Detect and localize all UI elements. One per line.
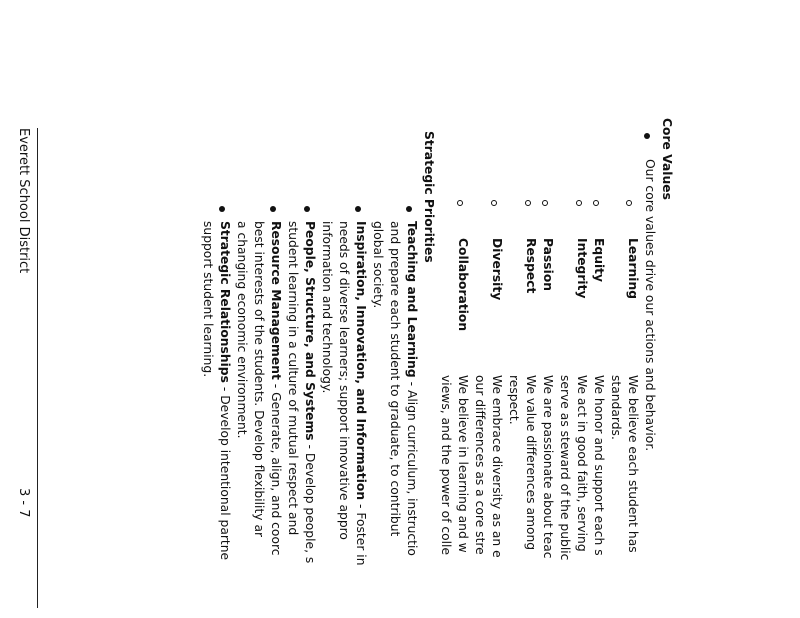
core-value-label: Learning — [626, 238, 640, 300]
core-values-heading: Core Values — [660, 118, 674, 200]
priority-first-line — [301, 221, 318, 563]
core-value-text: our differences as a core stre — [473, 375, 487, 555]
core-value-text: views, and the power of colle — [439, 375, 453, 556]
core-value-text: We embrace diversity as an e — [490, 375, 504, 558]
priority-first-line — [403, 221, 420, 556]
priority-label: Teaching and Learning — [405, 221, 419, 378]
core-value-text: We act in good faith, serving — [575, 375, 589, 552]
core-value-text: serve as steward of the public — [558, 375, 572, 561]
priority-text: support student learning. — [201, 221, 215, 378]
circle-bullet-icon — [457, 200, 463, 206]
core-values-intro: Our core values drive our actions and behavior. — [643, 159, 657, 452]
core-value-text: We believe in learning and w — [456, 375, 470, 553]
bullet-icon — [355, 206, 361, 212]
priority-text: a changing economic environment. — [235, 221, 249, 439]
priority-text: - Align curriculum, instructio — [405, 377, 419, 556]
priority-label: Inspiration, Innovation, and Information — [354, 221, 368, 501]
circle-bullet-icon — [593, 200, 599, 206]
priority-text: - Develop people, s — [303, 440, 317, 564]
priority-text: best interests of the students. Develop flexibility ar — [252, 221, 266, 538]
priority-text: information and technology. — [320, 221, 334, 394]
bullet-icon — [304, 206, 310, 212]
priority-text: and prepare each student to graduate, to contribut — [388, 221, 402, 537]
priority-text: global society. — [371, 221, 385, 309]
strategic-priorities-heading: Strategic Priorities — [422, 131, 436, 263]
circle-bullet-icon — [542, 200, 548, 206]
core-value-text: standards. — [609, 375, 623, 440]
priority-label: Strategic Relationships — [218, 221, 232, 383]
footer-district: Everett School District — [16, 128, 31, 274]
bullet-icon — [406, 206, 412, 212]
core-value-label: Passion — [541, 238, 555, 292]
priority-first-line — [352, 221, 369, 566]
core-value-text: We honor and support each s — [592, 375, 606, 556]
priority-text: student learning in a culture of mutual respect and — [286, 221, 300, 536]
core-value-label: Respect — [524, 238, 538, 294]
core-value-text: We believe each student has — [626, 375, 640, 553]
priority-label: Resource Management — [269, 221, 283, 380]
bullet-icon — [644, 133, 650, 139]
priority-label: People, Structure, and Systems — [303, 221, 317, 441]
circle-bullet-icon — [525, 200, 531, 206]
footer-rule — [37, 128, 38, 608]
priority-text: - Generate, align, and coorc — [269, 379, 283, 556]
priority-text: - Develop intentional partne — [218, 382, 232, 561]
footer-page-number: 3 - 7 — [16, 488, 31, 518]
bullet-icon — [270, 206, 276, 212]
priority-first-line — [216, 221, 233, 560]
core-value-text: We are passionate about teac — [541, 375, 555, 559]
core-value-label: Collaboration — [456, 238, 470, 332]
core-value-label: Equity — [592, 238, 606, 283]
core-value-label: Diversity — [490, 238, 504, 301]
core-value-text: respect. — [507, 375, 521, 425]
core-value-text: We value differences among — [524, 375, 538, 551]
priority-text: - Foster in — [354, 500, 368, 566]
core-value-label: Integrity — [575, 238, 589, 299]
priority-first-line — [267, 221, 284, 556]
priority-text: needs of diverse learners; support innovative appro — [337, 221, 351, 540]
circle-bullet-icon — [576, 200, 582, 206]
bullet-icon — [219, 206, 225, 212]
circle-bullet-icon — [626, 200, 632, 206]
circle-bullet-icon — [491, 200, 497, 206]
